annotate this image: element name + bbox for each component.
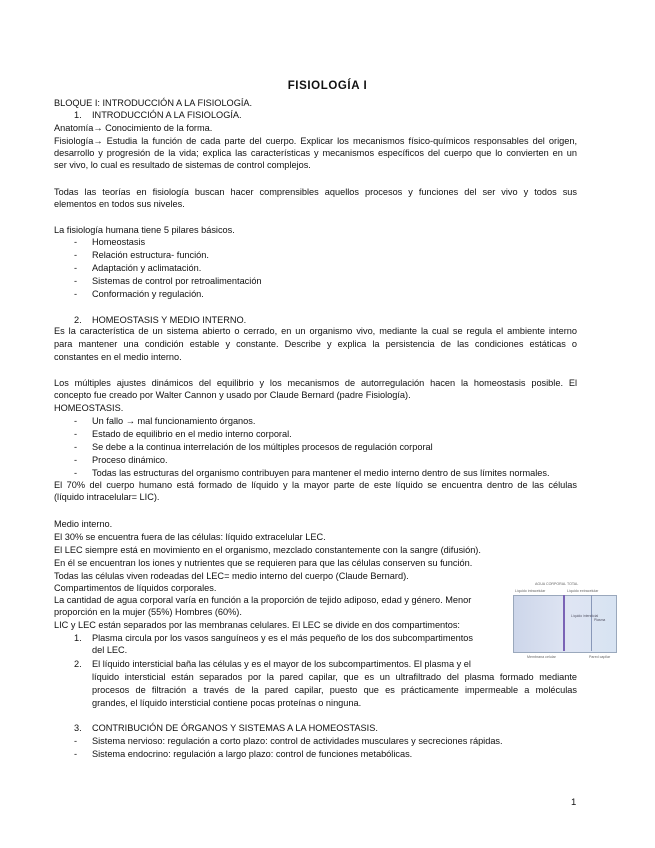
paragraph-line: proporción en la mujer (55%) Hombres (60%). xyxy=(54,607,242,617)
bullet-dash: - xyxy=(74,749,78,759)
page-number: 1 xyxy=(571,797,577,808)
figure-label-intersticial: Líquido intersticial xyxy=(571,614,599,618)
cell-membrane-line xyxy=(563,595,565,651)
figure-label-plasma: Plasma xyxy=(594,618,606,622)
bullet-dash: - xyxy=(74,442,78,452)
bullet-dash: - xyxy=(74,276,78,286)
bullet-dash: - xyxy=(74,736,78,746)
capillary-wall-line xyxy=(591,595,592,651)
list-item: Un fallo → mal funcionamiento órganos. xyxy=(92,416,256,426)
paragraph-line: El LEC siempre está en movimiento en el organismo, mezclado constantemente con la sangre (difusión). xyxy=(54,545,481,555)
section-heading: CONTRIBUCIÓN DE ÓRGANOS Y SISTEMAS A LA HOMEOSTASIS. xyxy=(92,723,378,733)
list-item: Relación estructura- función. xyxy=(92,250,209,260)
section-heading: HOMEOSTASIS Y MEDIO INTERNO. xyxy=(92,315,247,325)
paragraph-line: elementos en todos sus niveles. xyxy=(54,199,185,209)
bullet-dash: - xyxy=(74,289,78,299)
list-item: Sistemas de control por retroalimentación xyxy=(92,276,262,286)
figure-compartment-box xyxy=(513,595,617,653)
paragraph-line: ser vivo, lo cual es resultado de sistemas de control complejos. xyxy=(54,160,311,170)
section-number: 3. xyxy=(74,723,82,733)
pilares-intro: La fisiología humana tiene 5 pilares básicos. xyxy=(54,225,235,235)
bullet-dash: - xyxy=(74,416,78,426)
section-number: 1. xyxy=(74,110,82,120)
list-item-continuation: procesos de filtración a través de la pared capilar, puesto que es prácticamente impermeable a moléculas xyxy=(92,685,577,695)
paragraph-line: Todas las teorías en fisiología buscan hacer comprensibles aquellos procesos y funciones del ser vivo y todos sus xyxy=(54,187,577,197)
paragraph-line: concepto fue creado por Walter Cannon y usado por Claude Bernard (padre Fisiología). xyxy=(54,390,411,400)
paragraph-line: desarrollo y progresión de la vida; explica las características y mecanismos específicos del cuerpo que lo convierten en un xyxy=(54,148,577,158)
figure-label-lic: Líquido intracelular xyxy=(515,589,546,593)
list-item: El líquido intersticial baña las células y es el mayor de los subcompartimentos. El plasma y el xyxy=(92,659,471,669)
list-item-continuation: grandes, el líquido intersticial contiene pocas proteínas o ninguna. xyxy=(92,698,362,708)
paragraph-line: constantes en el medio interno. xyxy=(54,352,182,362)
bullet-dash: - xyxy=(74,263,78,273)
list-number: 2. xyxy=(74,659,82,669)
section-number: 2. xyxy=(74,315,82,325)
paragraph-line: Es la característica de un sistema abierto o cerrado, en un organismo vivo, mediante la cual se regula el ambiente interno xyxy=(54,326,577,336)
paragraph-line: Compartimentos de líquidos corporales. xyxy=(54,583,217,593)
list-item: Conformación y regulación. xyxy=(92,289,204,299)
paragraph-line: Fisiología→ Estudia la función de cada parte del cuerpo. Explicar los mecanismos físico-químicos responsables del origen, xyxy=(54,136,577,146)
bullet-dash: - xyxy=(74,455,78,465)
paragraph-line: El 70% del cuerpo humano está formado de líquido y la mayor parte de este líquido se encuentra dentro de las células xyxy=(54,480,577,490)
paragraph-line: Los múltiples ajustes dinámicos del equilibrio y los mecanismos de autorregulación hacen la homeostasis posible. El xyxy=(54,378,577,388)
paragraph-line: (líquido intracelular= LIC). xyxy=(54,492,160,502)
list-item: Se debe a la continua interrelación de los múltiples procesos de regulación corporal xyxy=(92,442,433,452)
list-item: Adaptación y aclimatación. xyxy=(92,263,202,273)
list-item-continuation: líquido intersticial están separados por la pared capilar, que es un ultrafiltrado del plasma formado mediante xyxy=(92,672,577,682)
list-item: Estado de equilibrio en el medio interno corporal. xyxy=(92,429,292,439)
figure-label-pared: Pared capilar xyxy=(589,655,611,659)
paragraph-line: para mantener una condición estable y constante. Describe y explica la persistencia de las condiciones estáticas o xyxy=(54,339,577,349)
list-number: 1. xyxy=(74,633,82,643)
block-heading: BLOQUE I: INTRODUCCIÓN A LA FISIOLOGÍA. xyxy=(54,98,253,108)
homeostasis-label: HOMEOSTASIS. xyxy=(54,403,124,413)
list-item: Homeostasis xyxy=(92,237,146,247)
list-item: Proceso dinámico. xyxy=(92,455,168,465)
bullet-dash: - xyxy=(74,250,78,260)
list-item: Todas las estructuras del organismo contribuyen para mantener el medio interno dentro de sus límites normales. xyxy=(92,468,550,478)
section-heading: INTRODUCCIÓN A LA FISIOLOGÍA. xyxy=(92,110,242,120)
figure-caption: AGUA CORPORAL TOTAL xyxy=(535,582,579,586)
medio-interno-label: Medio interno. xyxy=(54,519,113,529)
bullet-dash: - xyxy=(74,468,78,478)
fluid-compartments-figure xyxy=(505,582,615,666)
anatomia-line: Anatomía→ Conocimiento de la forma. xyxy=(54,123,213,133)
paragraph-line: La cantidad de agua corporal varía en función a la proporción de tejido adiposo, edad y género. Menor xyxy=(54,595,472,605)
list-item-continuation: del LEC. xyxy=(92,645,128,655)
bullet-dash: - xyxy=(74,429,78,439)
paragraph-line: En él se encuentran los iones y nutrientes que se requieren para que las células conserven su función. xyxy=(54,558,473,568)
paragraph-line: LIC y LEC están separados por las membranas celulares. El LEC se divide en dos compartimentos: xyxy=(54,620,460,630)
paragraph-line: El 30% se encuentra fuera de las células: líquido extracelular LEC. xyxy=(54,532,326,542)
bullet-dash: - xyxy=(74,237,78,247)
figure-label-membrana: Membrana celular xyxy=(527,655,556,659)
page-title: FISIOLOGÍA I xyxy=(287,80,368,92)
list-item: Sistema nervioso: regulación a corto plazo: control de actividades musculares y secreciones rápidas. xyxy=(92,736,503,746)
list-item: Plasma circula por los vasos sanguíneos y es el más pequeño de los dos subcompartimentos xyxy=(92,633,473,643)
figure-label-lec: Líquido extracelular xyxy=(567,589,599,593)
list-item: Sistema endocrino: regulación a largo plazo: control de funciones metabólicas. xyxy=(92,749,413,759)
paragraph-line: Todas las células viven rodeadas del LEC= medio interno del cuerpo (Claude Bernard). xyxy=(54,571,409,581)
